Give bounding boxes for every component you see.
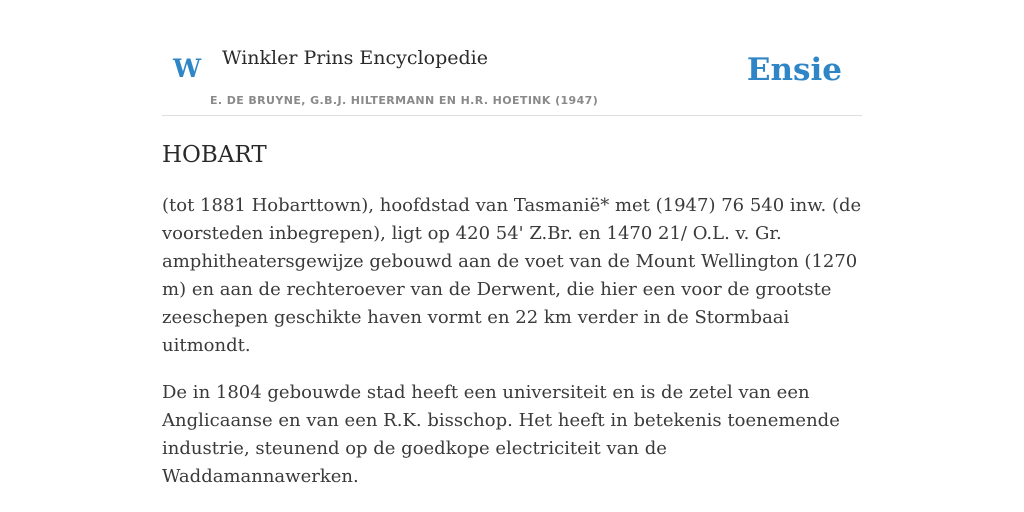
- encyclopedia-header: [162, 0, 862, 116]
- article-page: [162, 0, 862, 487]
- article-body: [162, 192, 862, 510]
- article-paragraph: De in 1804 gebouwde stad heeft een universiteit en is de zetel van een Anglicaanse en van een R.K. bisschop. Het heeft in betekenis toenemende industrie, steunend op de goedkope electriciteit van de Waddamannawerken.: [162, 382, 840, 487]
- article-heading: HOBART: [162, 142, 267, 168]
- article-paragraph: (tot 1881 Hobarttown), hoofdstad van Tasmanië* met (1947) 76 540 inw. (de voorsteden inbegrepen), ligt op 420 54' Z.Br. en 1470 21/ O.L. v. Gr. amphitheatersgewijze gebouwd aan de voet van de Mount Wellington (1270 m) en aan de rechteroever van de Derwent, die hier een voor de grootste zeeschepen geschikte haven vormt en 22 km verder in de Stormbaai uitmondt.: [162, 195, 862, 356]
- ensie-logo[interactable]: Ensie: [746, 52, 842, 88]
- encyclopedia-title[interactable]: Winkler Prins Encyclopedie: [222, 47, 488, 69]
- authors-line: E. DE BRUYNE, G.B.J. HILTERMANN EN H.R. HOETINK (1947): [210, 94, 599, 107]
- winkler-prins-logo[interactable]: W: [173, 54, 202, 83]
